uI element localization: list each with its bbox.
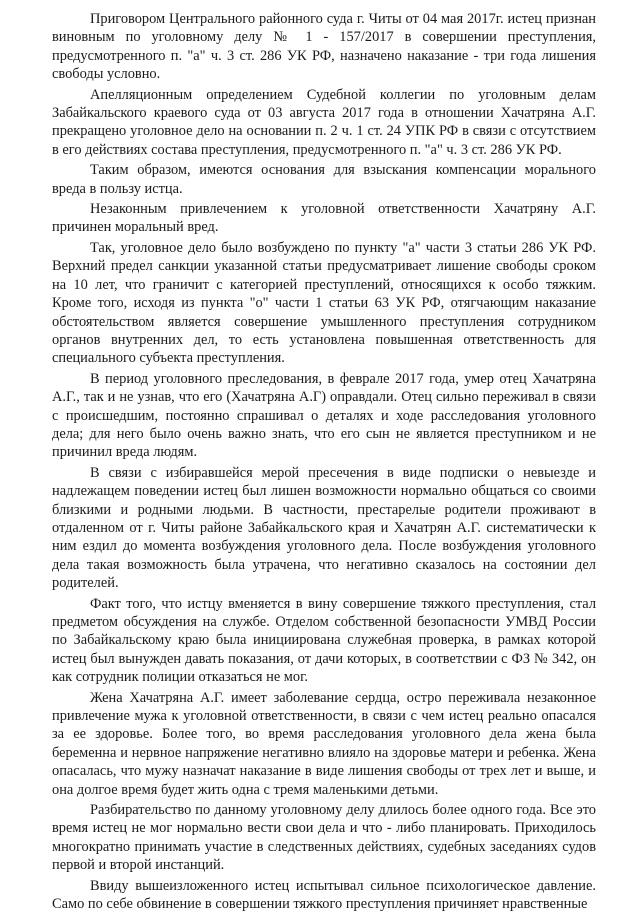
- paragraph-grounds-for-compensation: Таким образом, имеются основания для взыскания компенсации морального вреда в пользу истца.: [52, 162, 596, 197]
- paragraph-moral-harm: Незаконным привлечением к уголовной ответственности Хачатряну А.Г. причинен моральный вред.: [52, 201, 596, 236]
- paragraph-service-inquiry: Факт того, что истцу вменяется в вину совершение тяжкого преступления, стал предметом обсуждения на службе. Отделом собственной безопасности УМВД России по Забайкальскому краю была инициирована служебная проверка, в рамках которой истец был вынужден давать показания, от дачи которых, в соответствии с ФЗ № 342, он как сотрудник полиции отказаться не мог.: [52, 595, 596, 686]
- paragraph-case-duration: Разбирательство по данному уголовному делу длилось более одного года. Все это время истец не мог нормально вести свои дела и что - либо планировать. Приходилось многократно принимать участие в следственных действиях, судебных заседаниях судов первой и второй инстанций.: [52, 802, 596, 874]
- paragraph-sentence: Приговором Центрального районного суда г. Читы от 04 мая 2017г. истец признан виновным по уголовному делу № 1 - 157/2017 в совершении преступления, предусмотренного п. "а" ч. 3 ст. 286 УК РФ, назначено наказание - три года лишения свободы условно.: [52, 11, 596, 83]
- paragraph-father-death: В период уголовного преследования, в феврале 2017 года, умер отец Хачатряна А.Г., так и не узнав, что его (Хачатряна А.Г) оправдали. Отец сильно переживал в связи с происшедшим, постоянно спрашивал о деталях и ходе расследования уголовного дела; для него было очень важно знать, что его сын не является преступником и не причинил вреда людям.: [52, 370, 596, 461]
- paragraph-travel-restriction: В связи с избиравшейся мерой пресечения в виде подписки о невыезде и надлежащем поведении истец был лишен возможности нормально общаться со своими близкими и родными людьми. В частности, престарелые родители проживают в отдаленном от г. Читы районе Забайкальского края и Хачатрян А.Г. систематически к ним ездил до момента возбуждения уголовного дела. После возбуждения уголовного дела такая возможность была утрачена, что негативно сказалось на состоянии дел родителей.: [52, 464, 596, 592]
- paragraph-criminal-case-severity: Так, уголовное дело было возбуждено по пункту "а" части 3 статьи 286 УК РФ. Верхний предел санкции указанной статьи предусматривает лишение свободы сроком на 10 лет, что граничит с категорией преступлений, относящихся к особо тяжким. Кроме того, исходя из пункта "о" части 1 статьи 63 УК РФ, отягчающим наказание обстоятельством является совершение умышленного преступления сотрудником органов внутренних дел, то есть установлена повышенная ответственность для специального субъекта преступления.: [52, 239, 596, 367]
- paragraph-appeal-ruling: Апелляционным определением Судебной коллегии по уголовным делам Забайкальского краевого суда от 03 августа 2017 года в отношении Хачатряна А.Г. прекращено уголовное дело на основании п. 2 ч. 1 ст. 24 УПК РФ в связи с отсутствием в его действиях состава преступления, предусмотренного п. "а" ч. 3 ст. 286 УК РФ.: [52, 86, 596, 158]
- paragraph-wife-health: Жена Хачатряна А.Г. имеет заболевание сердца, остро переживала незаконное привлечение мужа к уголовной ответственности, в связи с чем истец реально опасался за ее здоровье. Более того, во время расследования уголовного дела жена была беременна и нервное напряжение негативно влияло на здоровье матери и ребенка. Жена опасалась, что мужу назначат наказание в виде лишения свободы от трех лет и выше, и она долгое время будет жить одна с тремя маленькими детьми.: [52, 689, 596, 798]
- paragraph-psychological-pressure: Ввиду вышеизложенного истец испытывал сильное психологическое давление. Само по себе обвинение в совершении тяжкого преступления причиняет нравственные: [52, 877, 596, 913]
- document-page: [52, 10, 596, 913]
